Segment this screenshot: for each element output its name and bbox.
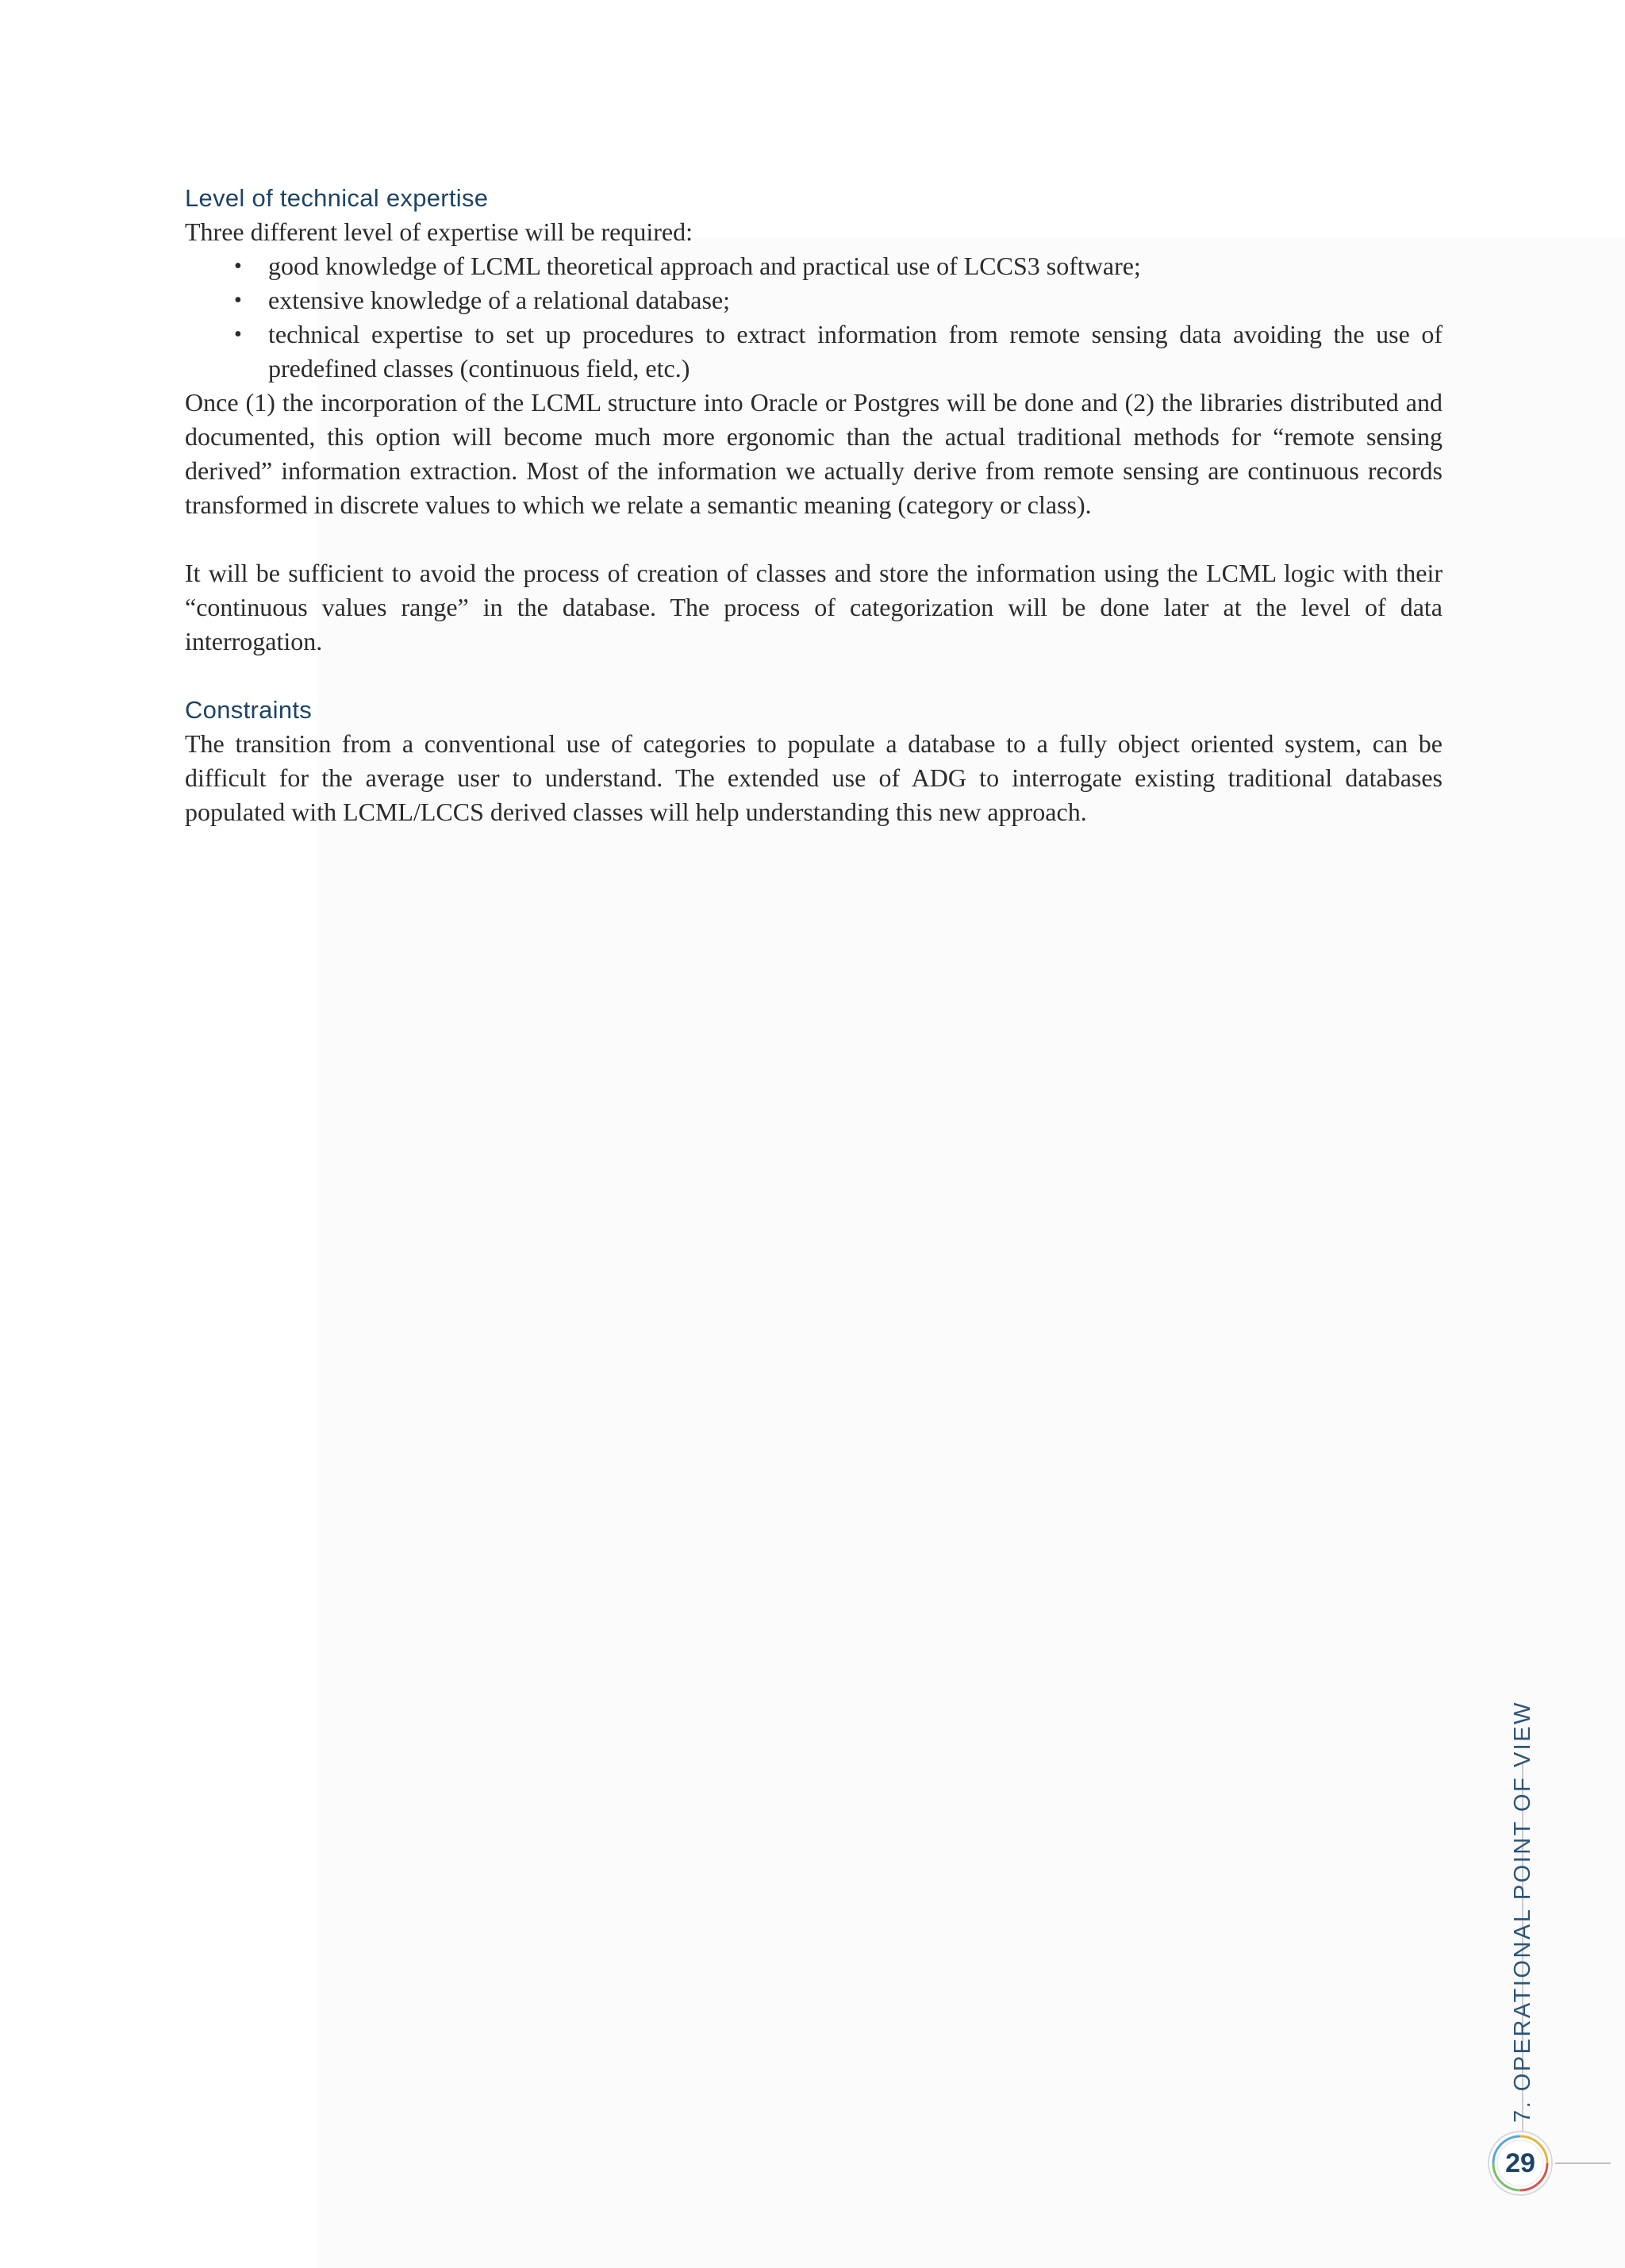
- page-number: 29: [1505, 2148, 1535, 2178]
- list-item: [185, 317, 1443, 386]
- expertise-intro: Three different level of expertise will be required:: [185, 217, 693, 246]
- list-item-text: extensive knowledge of a relational database;: [268, 286, 730, 314]
- expertise-paragraph-2: It will be sufficient to avoid the process of creation of classes and store the information using the LCML logic with their “continuous values range” in the database. The process of categorization will be done later at the level of data interrogation.: [185, 559, 1443, 655]
- bullet-icon: •: [234, 322, 242, 347]
- page-content: [185, 181, 1443, 829]
- expertise-paragraph-1: Once (1) the incorporation of the LCML structure into Oracle or Postgres will be done and (2) the libraries distributed and documented, this option will become much more ergonomic than the actual traditional methods for “remote sensing derived” information extraction. Most of the information we actually derive from remote sensing are continuous records transformed in discrete values to which we relate a semantic meaning (category or class).: [185, 388, 1443, 519]
- page-number-badge: [1485, 2128, 1555, 2198]
- page-number-rule: [1555, 2162, 1611, 2164]
- paragraph-gap: [185, 522, 1443, 556]
- bullet-icon: •: [234, 254, 242, 279]
- section-heading-constraints: Constraints: [185, 696, 313, 724]
- list-item-text: technical expertise to set up procedures to extract information from remote sensing data avoiding the use of predefined classes (continuous field, etc.): [268, 320, 1443, 382]
- list-item-text: good knowledge of LCML theoretical approach and practical use of LCCS3 software;: [268, 252, 1141, 280]
- bullet-icon: •: [234, 288, 242, 313]
- list-item: [185, 283, 1443, 317]
- section-heading-expertise: Level of technical expertise: [185, 184, 489, 212]
- paragraph-gap: [185, 659, 1443, 693]
- chapter-label: 7. OPERATIONAL POINT OF VIEW: [1510, 1701, 1535, 2123]
- constraints-paragraph: The transition from a conventional use of categories to populate a database to a fully object oriented system, can be difficult for the average user to understand. The extended use of ADG to interrogate existing traditional databases populated with LCML/LCCS derived classes will help understanding this new approach.: [185, 729, 1443, 826]
- expertise-bullet-list: [185, 249, 1443, 386]
- list-item: [185, 249, 1443, 283]
